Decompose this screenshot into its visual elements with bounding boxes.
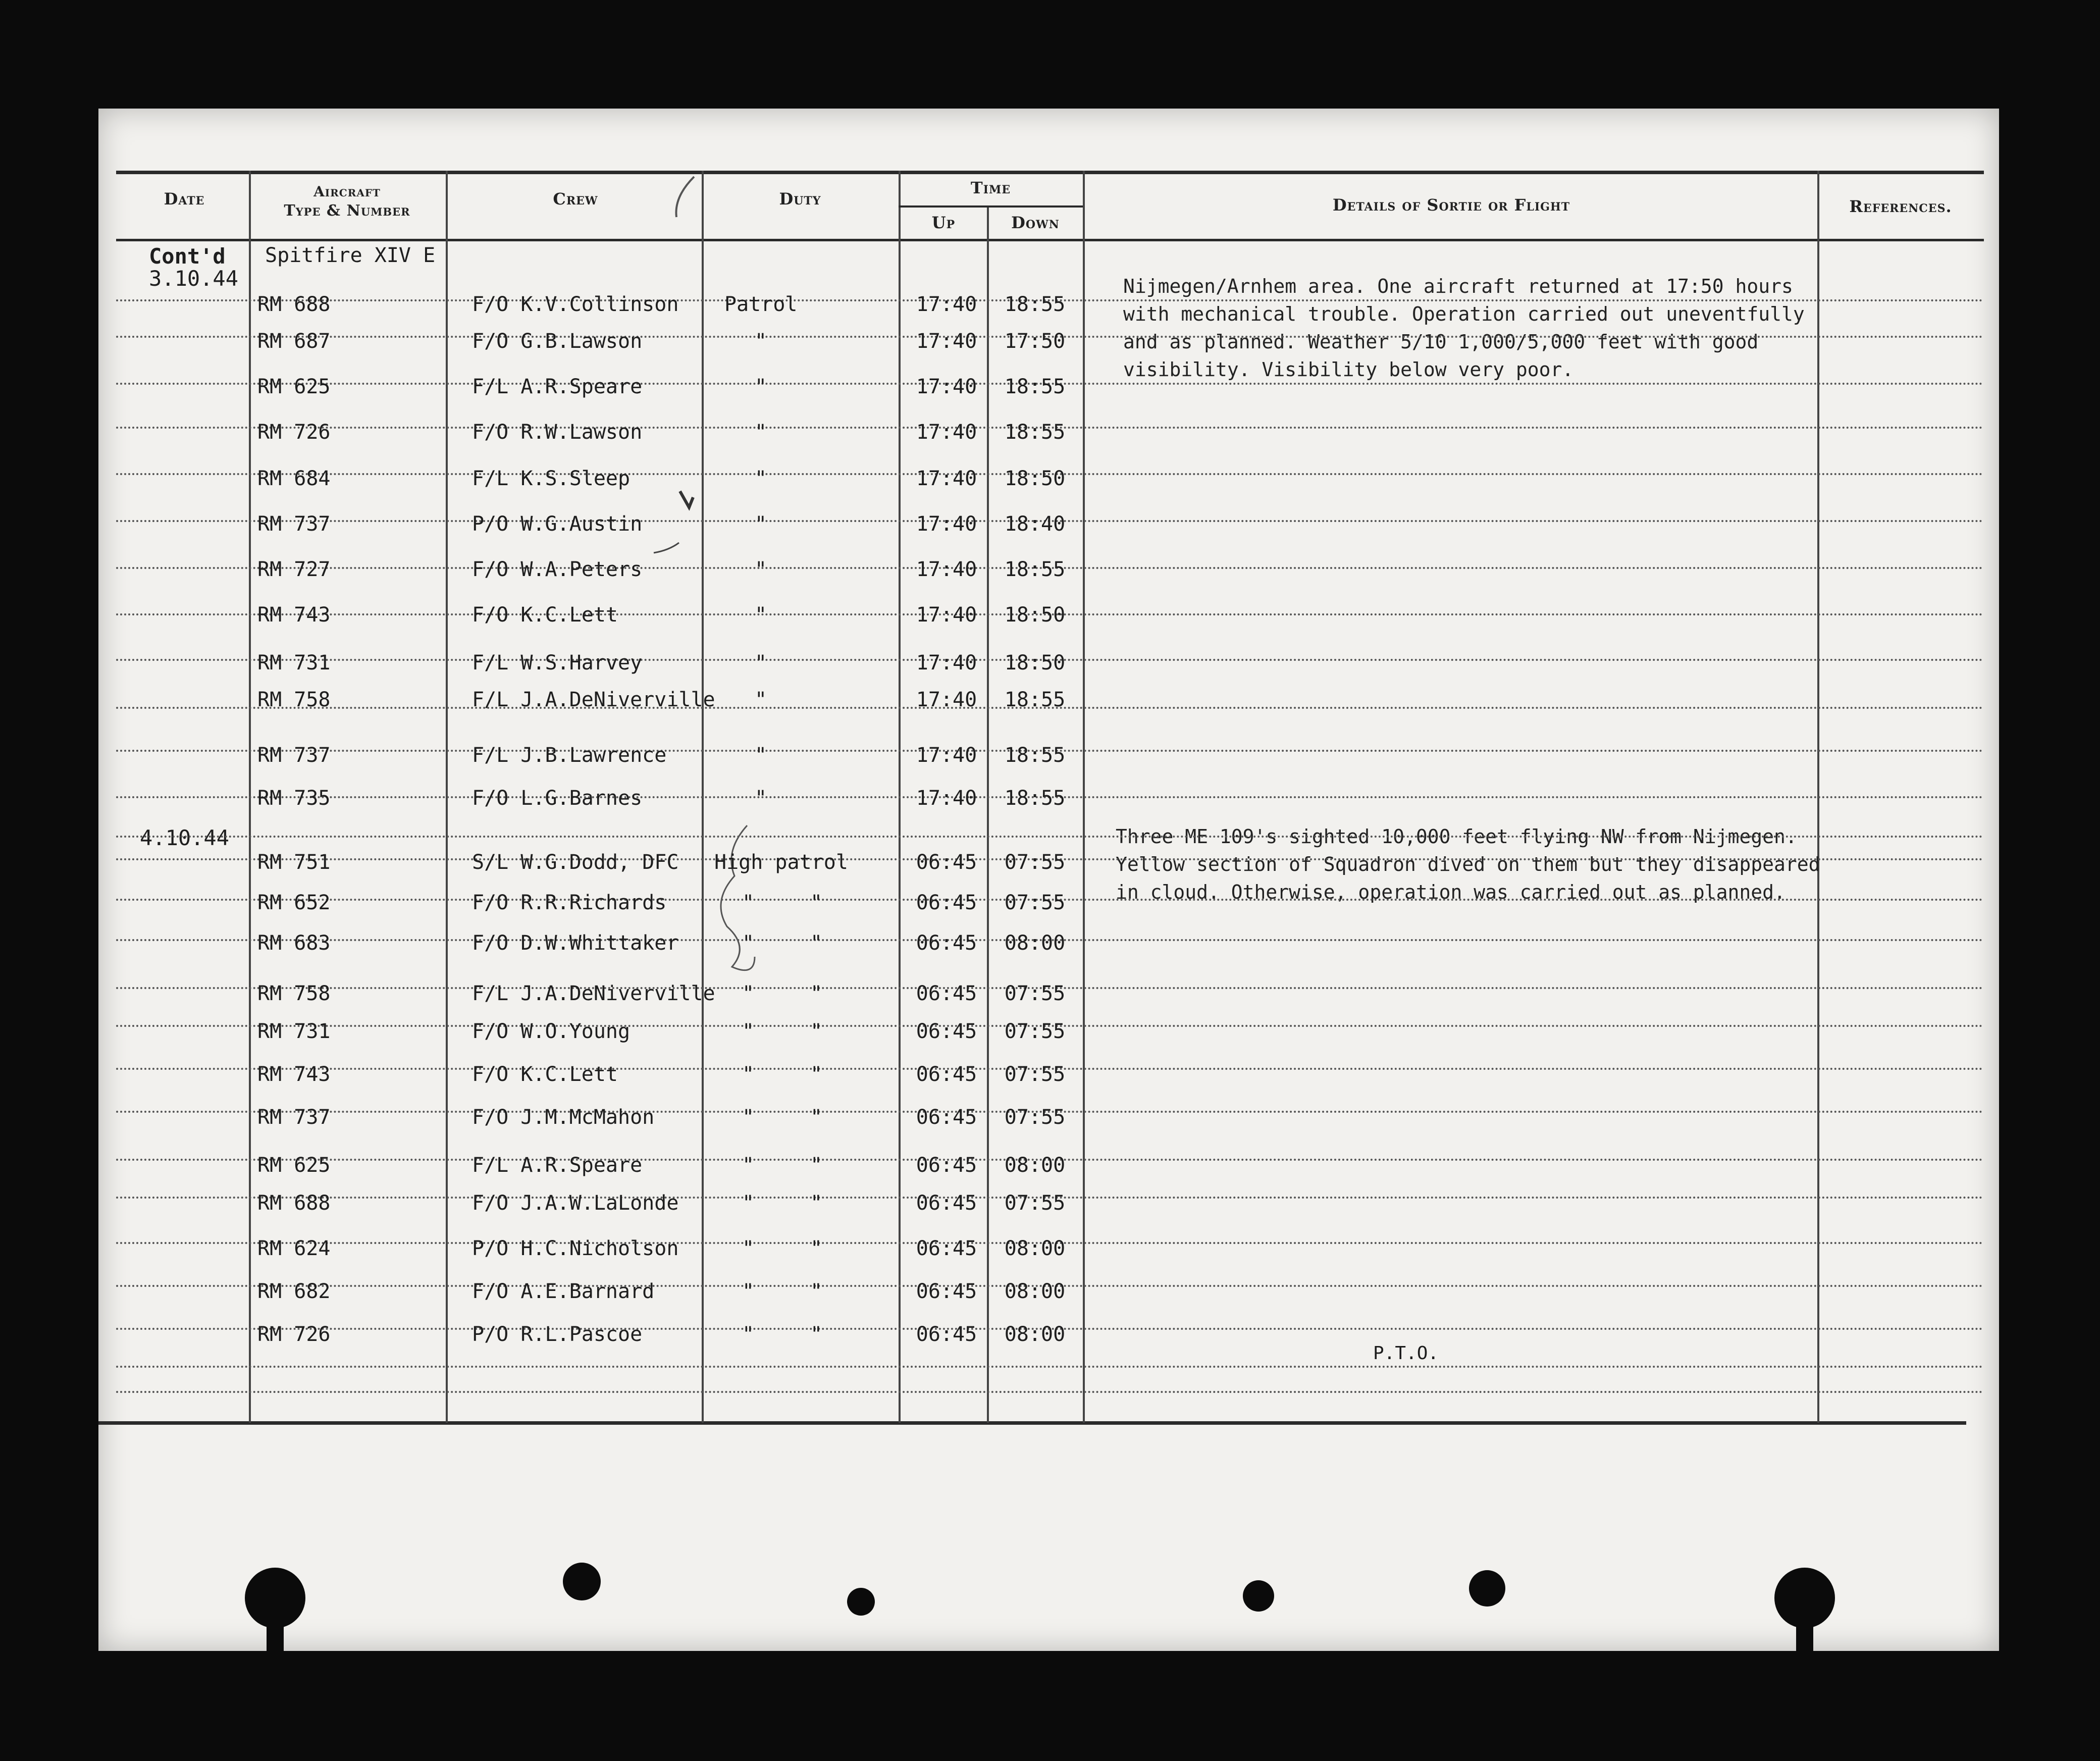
details-line: with mechanical trouble. Operation carried out uneventfully (1123, 303, 1805, 325)
details-line: in cloud. Otherwise, operation was carried out as planned. (1116, 881, 1786, 903)
time-up: 06:45 (916, 1323, 977, 1346)
crew-name: P/O H.C.Nicholson (472, 1237, 679, 1260)
duty: " (742, 1323, 755, 1346)
duty: " (742, 1192, 755, 1215)
row-divider (116, 1366, 1984, 1368)
duty: " (755, 787, 767, 810)
duty: " (742, 1280, 755, 1303)
duty-ditto: " (810, 1237, 823, 1260)
crew-name: F/O R.W.Lawson (472, 421, 643, 444)
time-down: 18:55 (1004, 558, 1066, 581)
row-divider (116, 836, 1984, 838)
aircraft-number: RM 758 (257, 688, 331, 711)
duty: " (755, 688, 767, 711)
aircraft-number: RM 688 (257, 1192, 331, 1215)
time-up: 17:40 (916, 330, 977, 353)
punch-hole (847, 1588, 875, 1616)
time-up: 17:40 (916, 603, 977, 627)
crew-name: F/O L.G.Barnes (472, 787, 643, 810)
col-divider-time-up (987, 207, 989, 1423)
time-down: 18:55 (1004, 688, 1066, 711)
time-down: 07:55 (1004, 1106, 1066, 1129)
crew-name: F/L A.R.Speare (472, 1154, 643, 1177)
crew-name: F/O K.C.Lett (472, 603, 618, 627)
aircraft-number: RM 726 (257, 1323, 331, 1346)
aircraft-number: RM 731 (257, 651, 331, 675)
time-up: 06:45 (916, 1106, 977, 1129)
duty: " (742, 1154, 755, 1177)
time-down: 18:50 (1004, 651, 1066, 675)
aircraft-number: RM 652 (257, 891, 331, 914)
duty: " (755, 330, 767, 353)
time-down: 18:55 (1004, 787, 1066, 810)
duty: " (742, 931, 755, 955)
time-down: 07:55 (1004, 1063, 1066, 1086)
duty: " (742, 982, 755, 1005)
aircraft-number: RM 625 (257, 1154, 331, 1177)
time-up: 17:40 (916, 787, 977, 810)
aircraft-number: RM 684 (257, 467, 331, 490)
time-up: 06:45 (916, 982, 977, 1005)
date-cont-label: Cont'd (149, 244, 226, 269)
duty: " (755, 375, 767, 398)
time-up: 06:45 (916, 931, 977, 955)
time-up: 06:45 (916, 1020, 977, 1043)
time-up: 17:40 (916, 744, 977, 767)
crew-name: F/L W.S.Harvey (472, 651, 643, 675)
aircraft-number: RM 743 (257, 603, 331, 627)
table-top-rule (116, 171, 1984, 174)
time-up: 17:40 (916, 558, 977, 581)
aircraft-number: RM 735 (257, 787, 331, 810)
table-bottom-rule (98, 1421, 1966, 1425)
time-down: 17:50 (1004, 330, 1066, 353)
crew-name: P/O R.L.Pascoe (472, 1323, 643, 1346)
header-date: Date (164, 189, 205, 209)
header-time: Time (970, 178, 1011, 197)
time-up: 17:40 (916, 467, 977, 490)
details-line: visibility. Visibility below very poor. (1123, 358, 1574, 381)
time-up: 17:40 (916, 421, 977, 444)
time-up: 06:45 (916, 1192, 977, 1215)
duty: " (742, 891, 755, 914)
aircraft-number: RM 682 (257, 1280, 331, 1303)
header-duty: Duty (779, 189, 821, 209)
duty-ditto: " (810, 982, 823, 1005)
crew-name: F/O R.R.Richards (472, 891, 667, 914)
header-aircraft-line1: Aircraft (313, 183, 381, 200)
duty-ditto: " (810, 1154, 823, 1177)
duty: High patrol (714, 851, 848, 874)
punch-hole (563, 1563, 601, 1600)
time-up: 06:45 (916, 1154, 977, 1177)
crew-name: F/L J.B.Lawrence (472, 744, 667, 767)
crew-name: F/O W.A.Peters (472, 558, 643, 581)
time-down: 18:55 (1004, 421, 1066, 444)
crew-name: S/L W.G.Dodd, DFC (472, 851, 679, 874)
row-divider (116, 1391, 1984, 1393)
duty: " (755, 558, 767, 581)
time-down: 18:55 (1004, 293, 1066, 316)
aircraft-number: RM 726 (257, 421, 331, 444)
crew-name: F/O K.C.Lett (472, 1063, 618, 1086)
duty-ditto: " (810, 1192, 823, 1215)
details-line: and as planned. Weather 5/10 1,000/5,000 feet with good (1123, 331, 1759, 353)
date-3-10-44: 3.10.44 (149, 266, 239, 291)
duty-ditto: " (810, 1063, 823, 1086)
pencil-tick-mark (680, 491, 693, 507)
header-time-down: Down (1011, 213, 1060, 232)
time-down: 18:55 (1004, 744, 1066, 767)
aircraft-number: RM 727 (257, 558, 331, 581)
time-down: 07:55 (1004, 1020, 1066, 1043)
time-down: 08:00 (1004, 931, 1066, 955)
duty: " (755, 603, 767, 627)
aircraft-number: RM 737 (257, 512, 331, 536)
crew-name: F/L K.S.Sleep (472, 467, 631, 490)
time-up: 17:40 (916, 375, 977, 398)
crew-name: F/O G.B.Lawson (472, 330, 643, 353)
aircraft-number: RM 731 (257, 1020, 331, 1043)
aircraft-number: RM 758 (257, 982, 331, 1005)
duty: " (755, 421, 767, 444)
duty: " (742, 1106, 755, 1129)
time-down: 07:55 (1004, 1192, 1066, 1215)
time-down: 08:00 (1004, 1154, 1066, 1177)
aircraft-number: RM 683 (257, 931, 331, 955)
aircraft-type: Spitfire XIV E (265, 244, 436, 267)
time-up: 06:45 (916, 1237, 977, 1260)
time-down: 07:55 (1004, 851, 1066, 874)
header-details: Details of Sortie or Flight (1332, 195, 1570, 215)
crew-name: P/O W.G.Austin (472, 512, 643, 536)
time-down: 18:50 (1004, 603, 1066, 627)
aircraft-number: RM 751 (257, 851, 331, 874)
time-down: 18:55 (1004, 375, 1066, 398)
duty: " (755, 512, 767, 536)
duty: " (755, 651, 767, 675)
punch-slot (267, 1616, 284, 1661)
duty-ditto: " (810, 931, 823, 955)
crew-name: F/O D.W.Whittaker (472, 931, 679, 955)
duty-ditto: " (810, 1106, 823, 1129)
header-aircraft-line2: Type & Number (284, 202, 410, 220)
duty: " (742, 1237, 755, 1260)
time-down: 07:55 (1004, 982, 1066, 1005)
aircraft-number: RM 625 (257, 375, 331, 398)
time-up: 06:45 (916, 851, 977, 874)
details-line: Three ME 109's sighted 10,000 feet flying NW from Nijmegen. (1116, 825, 1797, 848)
aircraft-number: RM 737 (257, 744, 331, 767)
crew-name: F/O J.A.W.LaLonde (472, 1192, 679, 1215)
time-down: 18:40 (1004, 512, 1066, 536)
aircraft-number: RM 743 (257, 1063, 331, 1086)
time-up: 06:45 (916, 1063, 977, 1086)
duty-ditto: " (810, 1020, 823, 1043)
time-down: 08:00 (1004, 1280, 1066, 1303)
duty: " (742, 1020, 755, 1043)
punch-hole (1243, 1580, 1274, 1612)
pto-note: P.T.O. (1373, 1343, 1439, 1364)
time-up: 17:40 (916, 512, 977, 536)
header-time-up: Up (931, 213, 956, 232)
duty: " (755, 467, 767, 490)
duty: Patrol (724, 293, 798, 316)
crew-name: F/O A.E.Barnard (472, 1280, 655, 1303)
time-down: 07:55 (1004, 891, 1066, 914)
aircraft-number: RM 624 (257, 1237, 331, 1260)
pencil-dash-mark (654, 543, 679, 553)
duty-ditto: " (810, 1323, 823, 1346)
header-bottom-rule (116, 239, 1984, 241)
crew-name: F/L J.A.DeNiverville (472, 982, 715, 1005)
punch-hole (1469, 1570, 1505, 1607)
time-up: 17:40 (916, 651, 977, 675)
crew-name: F/L A.R.Speare (472, 375, 643, 398)
time-down: 08:00 (1004, 1323, 1066, 1346)
aircraft-number: RM 688 (257, 293, 331, 316)
operations-record-sheet (98, 109, 1999, 1651)
time-up: 06:45 (916, 1280, 977, 1303)
details-line: Yellow section of Squadron dived on them but they disappeared (1116, 853, 1820, 875)
time-up: 17:40 (916, 688, 977, 711)
aircraft-number: RM 687 (257, 330, 331, 353)
duty-ditto: " (810, 1280, 823, 1303)
duty-ditto: " (810, 891, 823, 914)
date-4-10-44: 4.10.44 (140, 825, 230, 850)
time-up: 06:45 (916, 891, 977, 914)
crew-name: F/O K.V.Collinson (472, 293, 679, 316)
details-line: Nijmegen/Arnhem area. One aircraft returned at 17:50 hours (1123, 275, 1793, 297)
header-crew: Crew (553, 189, 598, 209)
crew-name: F/O W.O.Young (472, 1020, 631, 1043)
details-3-10-44 (1123, 273, 1805, 384)
time-down: 18:50 (1004, 467, 1066, 490)
time-subheader-rule (899, 205, 1083, 208)
punch-slot (1796, 1616, 1813, 1661)
time-up: 17:40 (916, 293, 977, 316)
time-down: 08:00 (1004, 1237, 1066, 1260)
header-references: References. (1849, 197, 1952, 216)
aircraft-number: RM 737 (257, 1106, 331, 1129)
crew-name: F/O J.M.McMahon (472, 1106, 655, 1129)
duty: " (755, 744, 767, 767)
crew-name: F/L J.A.DeNiverville (472, 688, 715, 711)
duty: " (742, 1063, 755, 1086)
